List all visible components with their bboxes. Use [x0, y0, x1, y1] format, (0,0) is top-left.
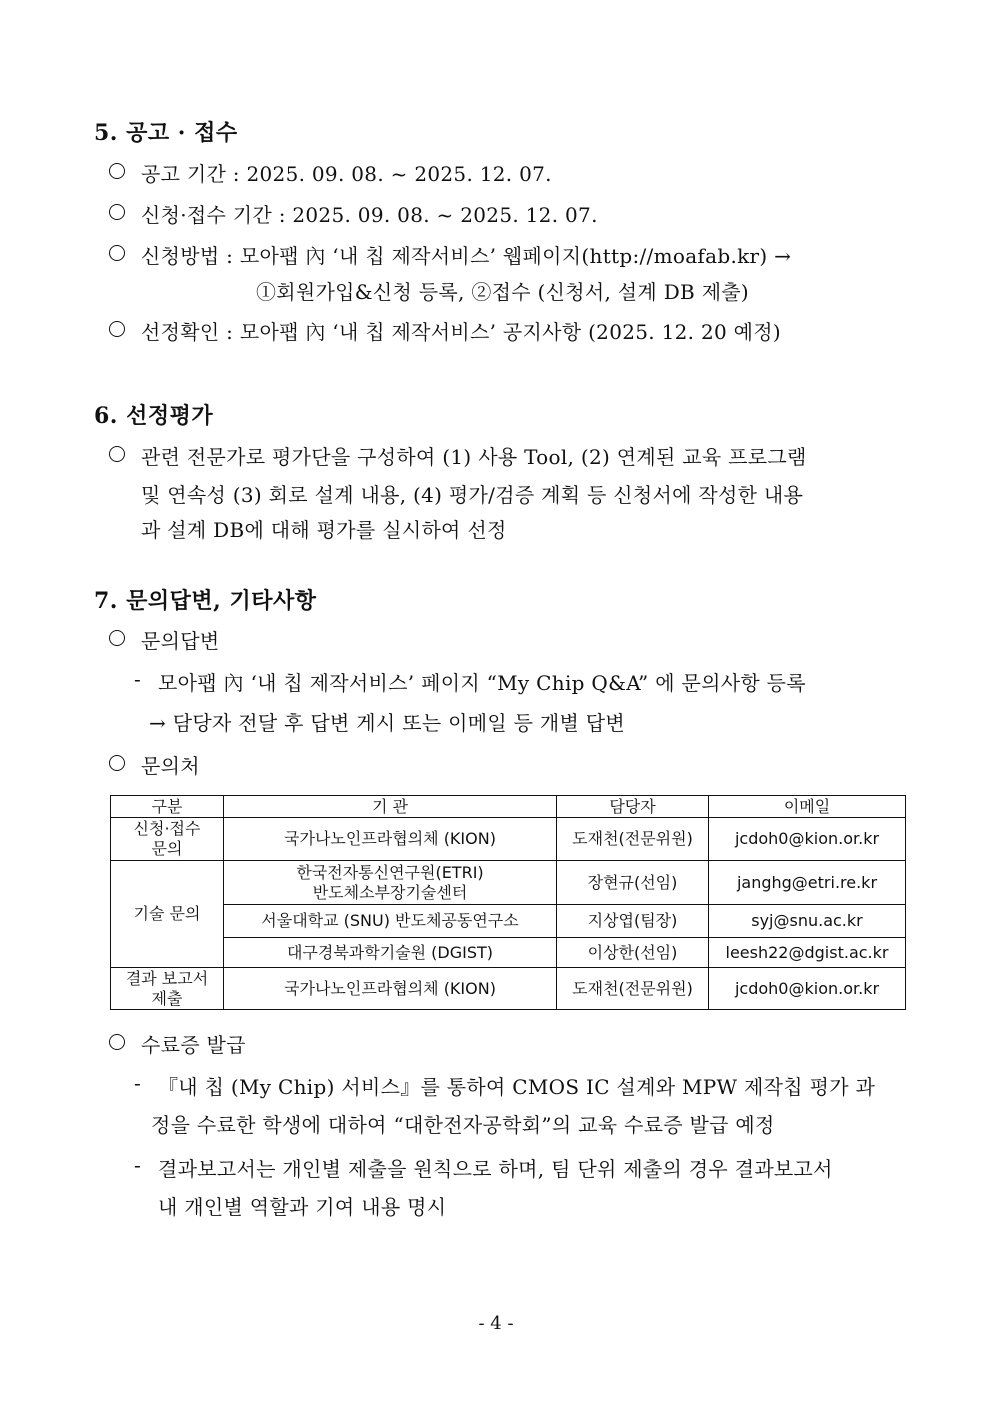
application-method: 신청방법 : 모아팹 內 ‘내 칩 제작서비스’ 웹페이지(http://moafab.kr) →	[141, 244, 792, 268]
table-row	[111, 905, 906, 938]
dash-bullet: -	[134, 1153, 141, 1177]
evaluation-line-1: 관련 전문가로 평가단을 구성하여 (1) 사용 Tool, (2) 연계된 교육 프로그램	[141, 445, 807, 469]
qa-line-1: 모아팹 內 ‘내 칩 제작서비스’ 페이지 “My Chip Q&A” 에 문의사항 등록	[158, 671, 806, 695]
header-person: 담당자	[557, 796, 709, 818]
application-period: 신청·접수 기간 : 2025. 09. 08. ~ 2025. 12. 07.	[141, 203, 598, 227]
cell-email: jcdoh0@kion.or.kr	[709, 818, 906, 861]
table-row	[111, 818, 906, 861]
cell-person: 지상엽(팀장)	[557, 905, 709, 938]
cell-email: jcdoh0@kion.or.kr	[709, 968, 906, 1010]
evaluation-line-2: 및 연속성 (3) 회로 설계 내용, (4) 평가/검증 계획 등 신청서에 작성한 내용	[141, 483, 804, 507]
bullet-circle-icon	[109, 446, 125, 462]
dash-bullet: -	[134, 1071, 141, 1095]
certificate-line-2: 정을 수료한 학생에 대하여 “대한전자공학회”의 교육 수료증 발급 예정	[151, 1113, 775, 1137]
contact-title: 문의처	[141, 754, 200, 778]
qa-title: 문의답변	[141, 629, 220, 653]
cell-email: leesh22@dgist.ac.kr	[709, 938, 906, 968]
notice-period: 공고 기간 : 2025. 09. 08. ~ 2025. 12. 07.	[141, 162, 552, 186]
table-row	[111, 938, 906, 968]
cell-org: 국가나노인프라협의체 (KION)	[224, 818, 557, 861]
cell-person: 도재천(전문위원)	[557, 968, 709, 1010]
table-row	[111, 861, 906, 905]
table-header-row	[111, 796, 906, 818]
page-number: - 4 -	[478, 1313, 514, 1334]
cell-org: 서울대학교 (SNU) 반도체공동연구소	[224, 905, 557, 938]
section-6-heading: 6. 선정평가	[94, 403, 214, 429]
cell-email: janghg@etri.re.kr	[709, 861, 906, 905]
section-5-heading: 5. 공고 · 접수	[94, 120, 238, 146]
report-line-2: 내 개인별 역할과 기여 내용 명시	[158, 1195, 447, 1219]
bullet-circle-icon	[109, 755, 125, 771]
bullet-circle-icon	[109, 630, 125, 646]
cell-person: 이상한(선임)	[557, 938, 709, 968]
cell-org: 대구경북과학기술원 (DGIST)	[224, 938, 557, 968]
table-row	[111, 968, 906, 1010]
certificate-line-1: 『내 칩 (My Chip) 서비스』를 통하여 CMOS IC 설계와 MPW 제작칩 평가 과	[158, 1075, 876, 1099]
cell-person: 도재천(전문위원)	[557, 818, 709, 861]
bullet-circle-icon	[109, 163, 125, 179]
bullet-circle-icon	[109, 204, 125, 220]
bullet-circle-icon	[109, 321, 125, 337]
cell-org: 국가나노인프라협의체 (KION)	[224, 968, 557, 1010]
cell-category: 결과 보고서 제출	[111, 968, 224, 1010]
selection-confirm: 선정확인 : 모아팹 內 ‘내 칩 제작서비스’ 공지사항 (2025. 12. 20 예정)	[141, 320, 782, 344]
cell-person: 장현규(선임)	[557, 861, 709, 905]
certificate-title: 수료증 발급	[141, 1033, 246, 1057]
header-category: 구분	[111, 796, 224, 818]
application-method-steps: ①회원가입&신청 등록, ②접수 (신청서, 설계 DB 제출)	[256, 280, 750, 304]
contact-table	[110, 795, 906, 1010]
qa-line-2: → 담당자 전달 후 답변 게시 또는 이메일 등 개별 답변	[149, 711, 626, 735]
cell-email: syj@snu.ac.kr	[709, 905, 906, 938]
dash-bullet: -	[134, 667, 141, 691]
evaluation-line-3: 과 설계 DB에 대해 평가를 실시하여 선정	[141, 518, 507, 542]
report-line-1: 결과보고서는 개인별 제출을 원칙으로 하며, 팀 단위 제출의 경우 결과보고서	[158, 1157, 833, 1181]
cell-category: 신청·접수 문의	[111, 818, 224, 861]
bullet-circle-icon	[109, 1034, 125, 1050]
bullet-circle-icon	[109, 245, 125, 261]
header-org: 기 관	[224, 796, 557, 818]
section-7-heading: 7. 문의답변, 기타사항	[94, 588, 317, 614]
header-email: 이메일	[709, 796, 906, 818]
cell-category: 기술 문의	[111, 861, 224, 968]
cell-org: 한국전자통신연구원(ETRI) 반도체소부장기술센터	[224, 861, 557, 905]
